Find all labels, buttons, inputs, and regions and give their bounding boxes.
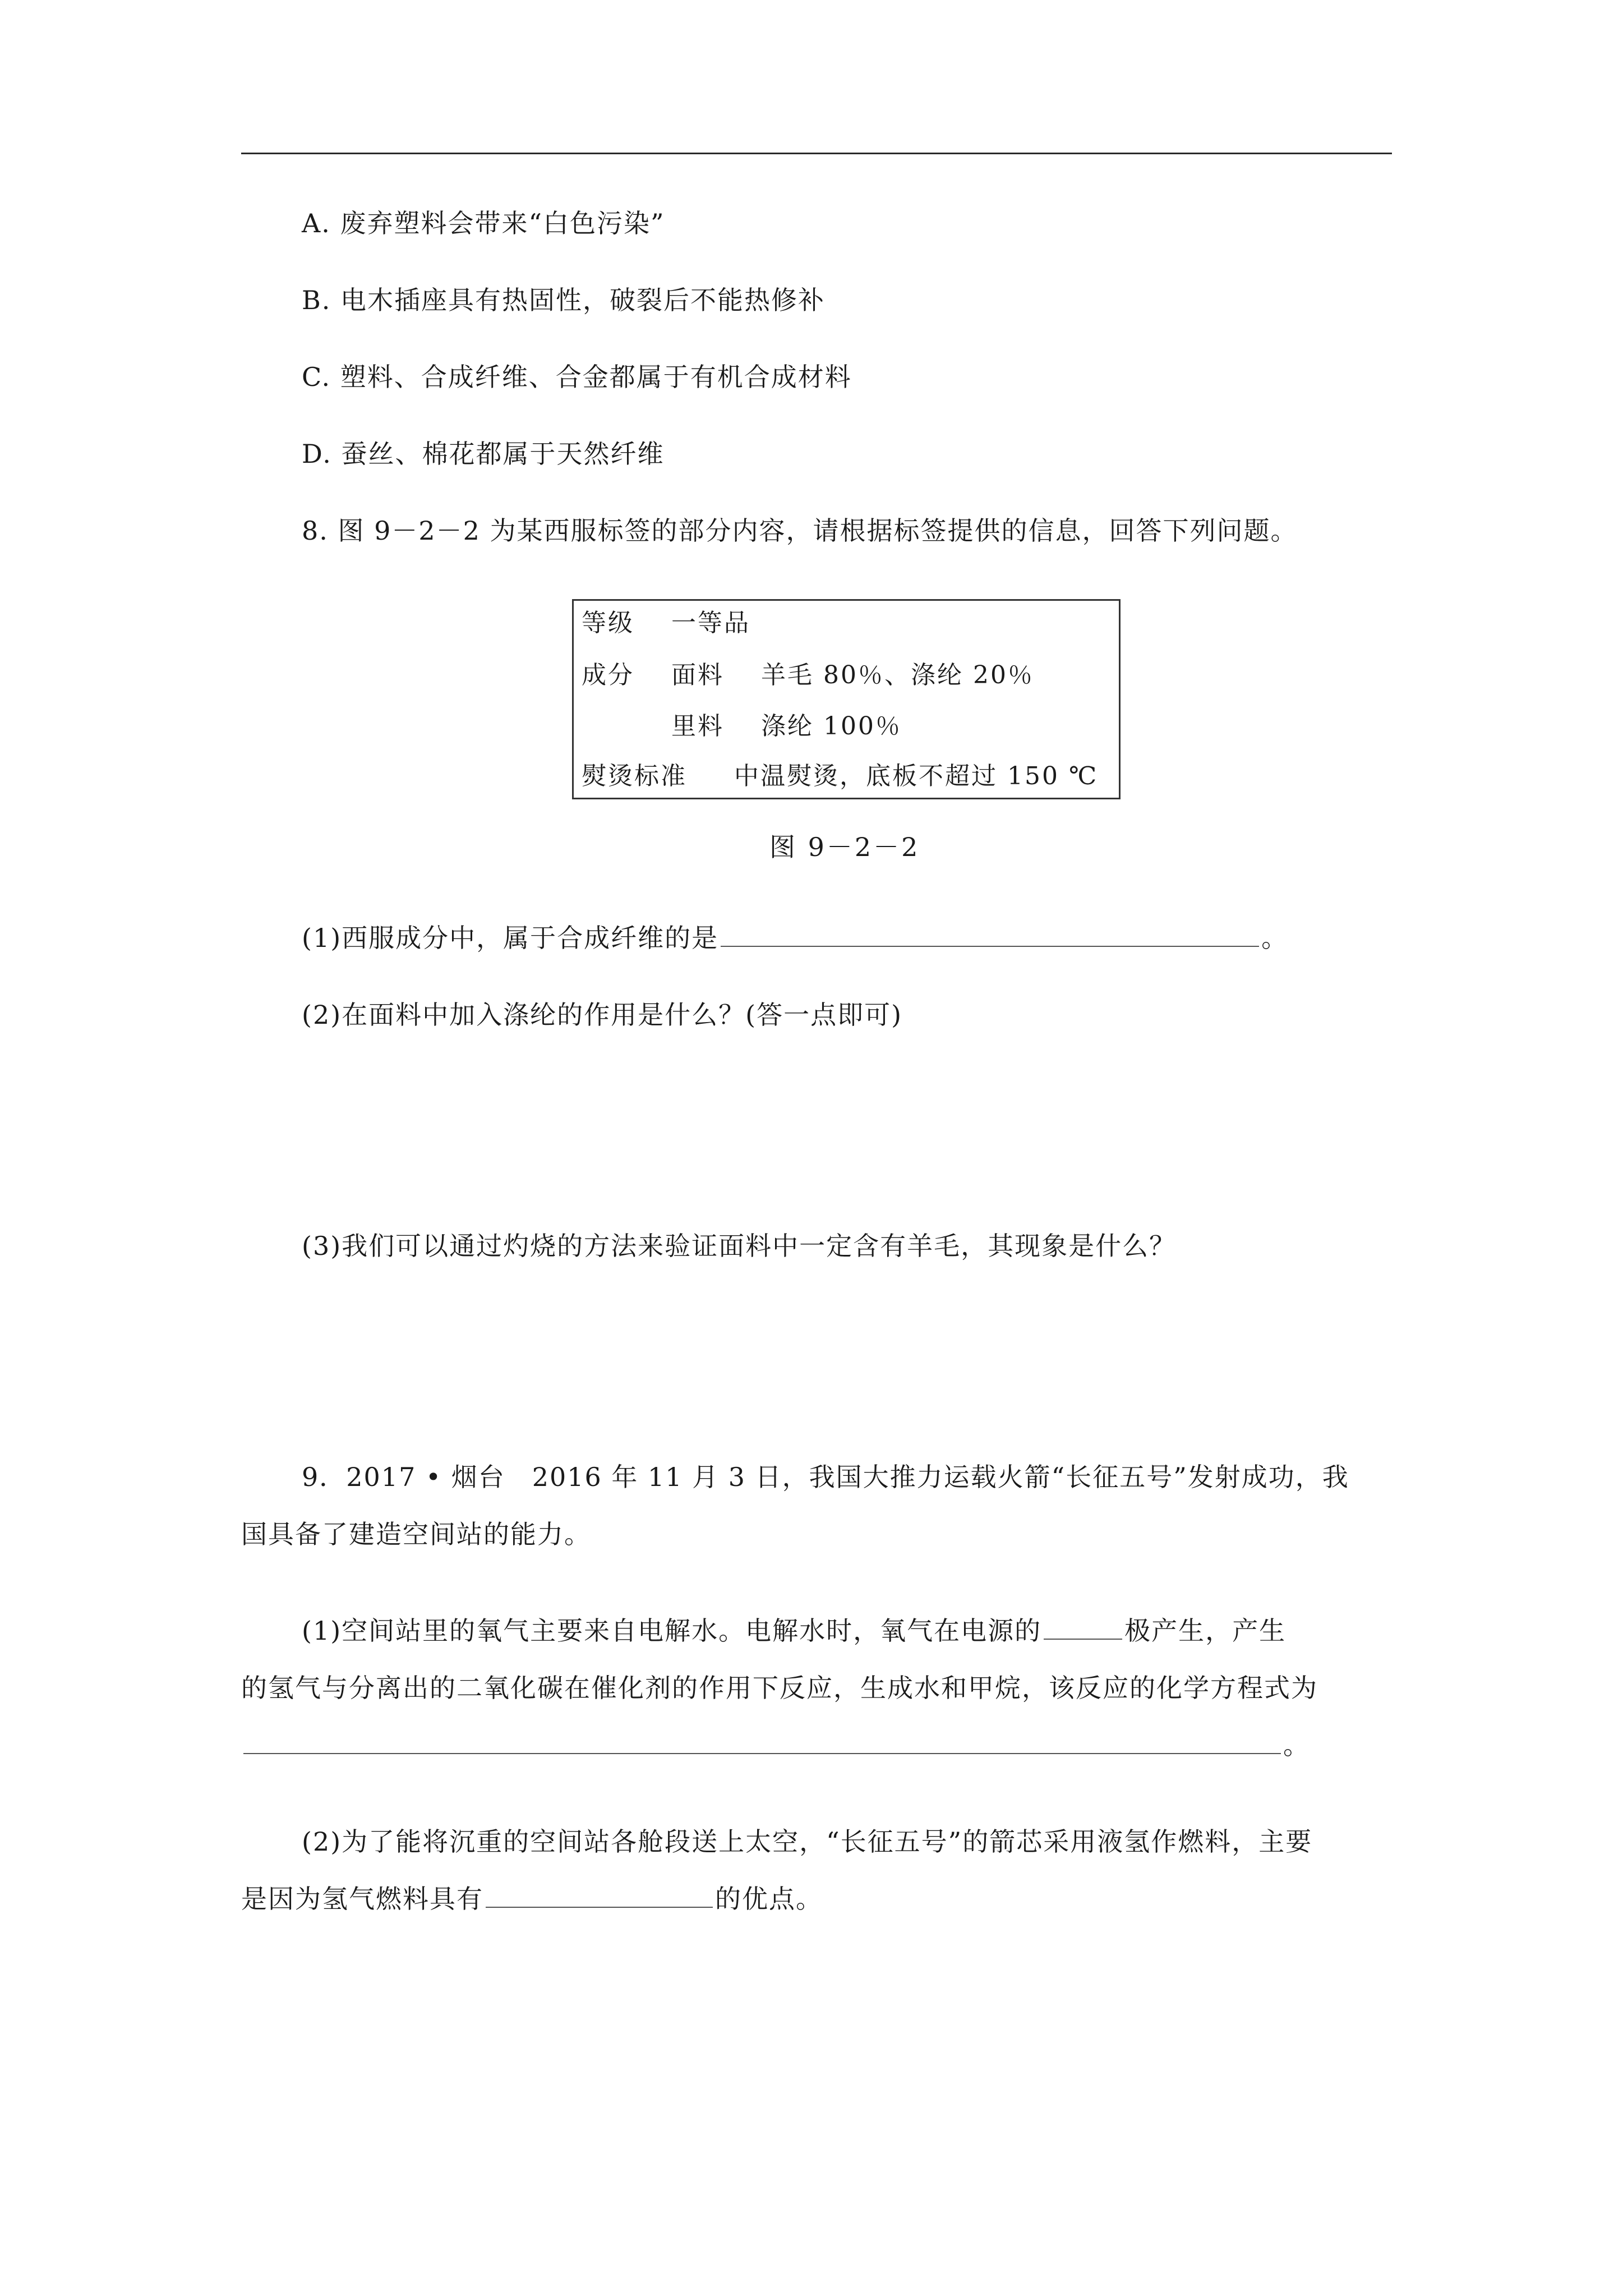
question-9-sub1-text: (1)空间站里的氧气主要来自电解水。电解水时，氧气在电源的 bbox=[302, 1616, 1042, 1646]
option-a: A. 废弃塑料会带来“白色污染” bbox=[302, 208, 665, 238]
question-8-sub1-text: (1)西服成分中，属于合成纤维的是 bbox=[302, 923, 719, 953]
figure-caption: 图 9－2－2 bbox=[769, 832, 920, 862]
question-9-sub1-line3-end: 。 bbox=[1283, 1730, 1310, 1760]
answer-blank-equation[interactable] bbox=[243, 1728, 1281, 1754]
label-composition-key: 成分 bbox=[582, 661, 634, 689]
question-9-sub2-text-end: 的优点。 bbox=[715, 1884, 823, 1914]
question-8-sub1 bbox=[302, 921, 1288, 955]
label-fabric-key: 面料 bbox=[671, 661, 724, 689]
question-9-sub1-line1 bbox=[302, 1614, 1286, 1648]
question-8-sub2: (2)在面料中加入涤纶的作用是什么？(答一点即可) bbox=[302, 1000, 903, 1030]
garment-label-box bbox=[572, 599, 1121, 799]
question-8-stem: 8. 图 9－2－2 为某西服标签的部分内容，请根据标签提供的信息，回答下列问题。 bbox=[302, 516, 1298, 546]
label-fabric-value: 羊毛 80％、涤纶 20％ bbox=[761, 661, 1034, 689]
label-ironing-value: 中温熨烫，底板不超过 150 ℃ bbox=[734, 762, 1099, 790]
label-lining-key: 里料 bbox=[671, 712, 724, 740]
label-grade-value: 一等品 bbox=[671, 609, 750, 637]
question-9-sub2-line1: (2)为了能将沉重的空间站各舱段送上太空，“长征五号”的箭芯采用液氢作燃料，主要 bbox=[302, 1826, 1313, 1857]
option-d: D. 蚕丝、棉花都属于天然纤维 bbox=[302, 439, 665, 469]
label-lining-value: 涤纶 100％ bbox=[761, 712, 902, 740]
answer-blank-synthetic-fiber[interactable] bbox=[721, 921, 1259, 947]
question-9-stem-line2: 国具备了建造空间站的能力。 bbox=[241, 1519, 591, 1549]
question-8-sub1-end: 。 bbox=[1261, 923, 1289, 953]
question-9-sub2-text: 是因为氢气燃料具有 bbox=[241, 1884, 483, 1914]
answer-blank-advantage[interactable] bbox=[486, 1882, 713, 1908]
header-rule bbox=[241, 153, 1392, 154]
question-9-stem-line1: 9．2017 • 烟台 2016 年 11 月 3 日，我国大推力运载火箭“长征五号”发射成功，我 bbox=[302, 1462, 1349, 1492]
answer-blank-electrode[interactable] bbox=[1044, 1614, 1122, 1640]
label-ironing-key: 熨烫标准 bbox=[582, 762, 687, 790]
label-grade-key: 等级 bbox=[582, 609, 634, 637]
option-b: B. 电木插座具有热固性，破裂后不能热修补 bbox=[302, 285, 826, 315]
option-c: C. 塑料、合成纤维、合金都属于有机合成材料 bbox=[302, 362, 852, 392]
question-9-sub1-line2: 的氢气与分离出的二氧化碳在催化剂的作用下反应，生成水和甲烷，该反应的化学方程式为 bbox=[241, 1673, 1318, 1703]
question-9-sub1-line3 bbox=[241, 1728, 1310, 1762]
question-9-sub2-line2 bbox=[241, 1882, 823, 1916]
question-9-sub1-text-end: 极产生，产生 bbox=[1124, 1616, 1287, 1646]
question-8-sub3: (3)我们可以通过灼烧的方法来验证面料中一定含有羊毛，其现象是什么？ bbox=[302, 1231, 1177, 1261]
